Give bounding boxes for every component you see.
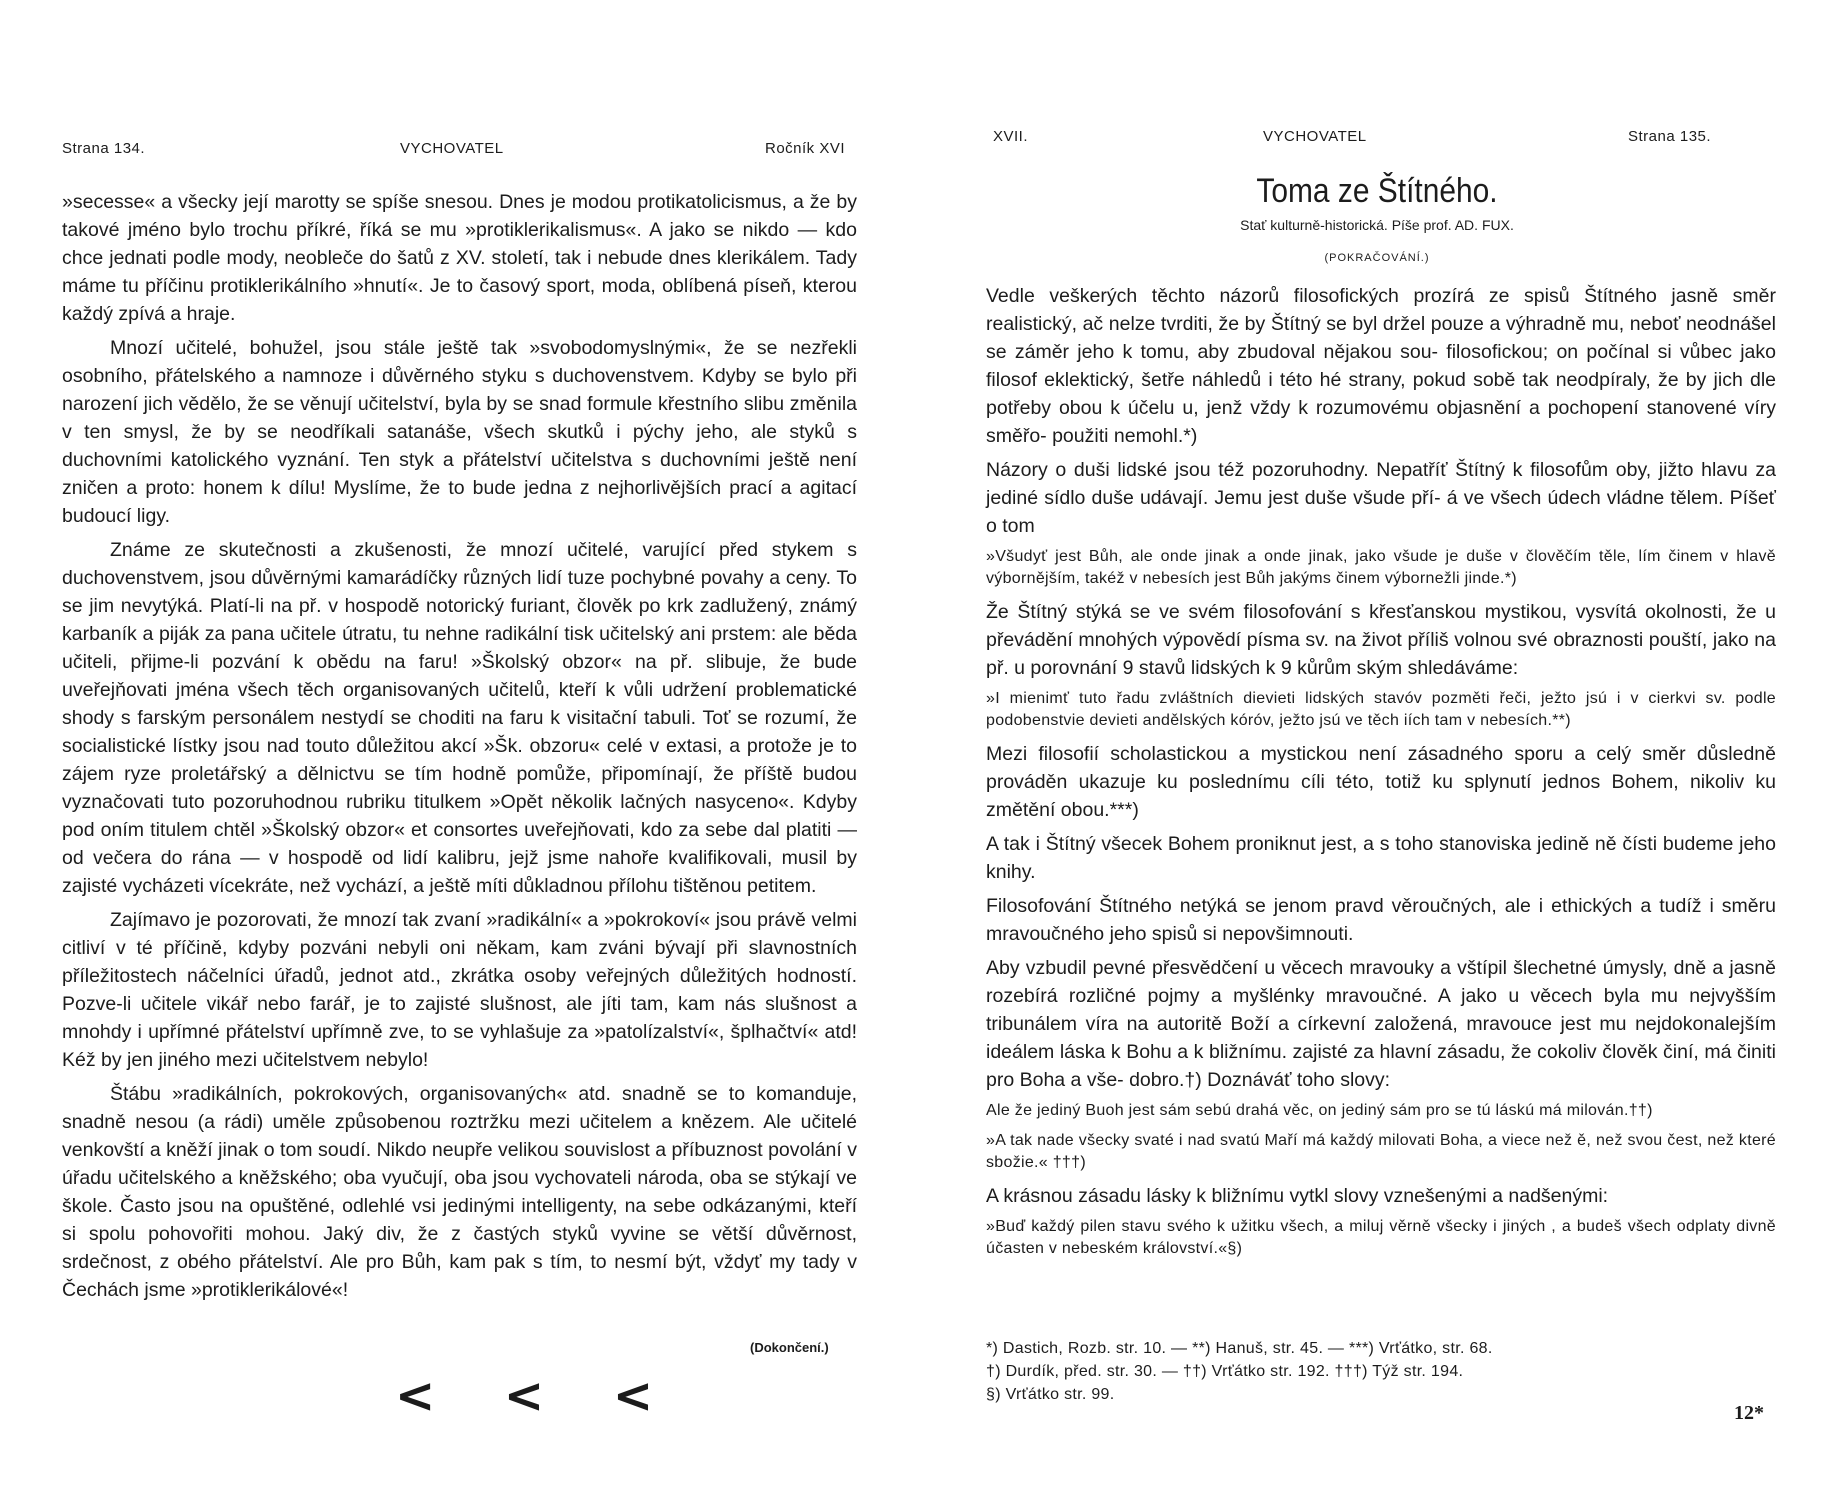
footnotes (986, 1337, 1766, 1406)
right-paragraph: Mezi filosofií scholastickou a mystickou není zásadného sporu a celý směr důsledně prováděn ukazuje ku poslednímu cíli této, totiž ku splynutí jednos Bohem, nikoliv ku změtění obou.***) (986, 743, 1776, 821)
right-paragraph: Vedle veškerých těchto názorů filosofických prozírá ze spisů Štítného jasně směr realistický, ač nelze tvrditi, že by Štítný se byl držel pouze a výhradně mu, neboť neodnášel se záměr jeho k tomu, aby zbudoval nějakou sou- filosofickou; on počínal si vůbec jako filosof eklektický, šetře náhledů i této hé strany, pokud sobě tak neodpíraly, že by jich dle potřeby obou k účelu u, jenž vždy k rozumovému objasnění a pochopení stanovené víry směřo- použiti nemohl.*) (986, 285, 1776, 447)
article-subtitle: Stať kulturně-historická. Píše prof. AD. FUX. (1240, 217, 1514, 233)
left-paragraph-4: Zajímavo je pozorovati, že mnozí tak zvaní »radikální« a »pokrokoví« jsou právě velmi citliví v té příčině, kdyby pozváni nebyli oni někam, kam zváni bývají při slavnostních příležitostech náčelníci úřadů, jednot atd., zkrátka osoby veřejných důležitých hodností. Pozve-li učitele vikář nebo farář, je to zajisté slušnost, ale jíti tam, kam nás slušnost a mnohdy i upřímné přátelství upřímně zve, to se vyhlašuje za »patolízalství«, šplhačtví« atd! Kéž by jen jiného mezi učitelstvem nebylo! (62, 909, 857, 1071)
right-quote: Ale že jediný Buoh jest sám sebú drahá věc, on jediný sám pro se tú láskú má milován.††) (986, 1102, 1653, 1119)
right-quote: »I mienimť tuto řadu zvláštních dievieti lidských stavóv pozměti řeči, ježto jsú i v cierkvi sv. podle podobenstvie devieti andělských kóróv, ježto jsú ve těch iích tam v nebesích.**) (986, 690, 1776, 729)
concluded-note: (Dokončení.) (750, 1340, 829, 1355)
footnote-line: *) Dastich, Rozb. str. 10. — **) Hanuš, str. 45. — ***) Vrťátko, str. 68. (986, 1340, 1493, 1357)
right-quote: »Buď každý pilen stavu svého k užitku všech, a miluj věrně všecky i jiných , a budeš všech odplaty divně účasten v nebeském království.«§) (986, 1218, 1776, 1257)
right-paragraph: Filosofování Štítného netýká se jenom pravd věroučných, ale i ethických a tudíž i směru mravoučného jeho spisů si nepovšimnouti. (986, 895, 1776, 945)
right-paragraph: Názory o duši lidské jsou též pozoruhodny. Nepatříť Štítný k filosofům oby, jižto hlavu za jediné sídlo duše udávají. Jemu jest duše všude pří- á ve všech údech vládne tělem. Píšeť o tom (986, 459, 1776, 537)
article-title: Toma ze Štítného. (1256, 172, 1498, 210)
right-paragraph: Že Štítný stýká se ve svém filosofování s křesťanskou mystikou, vysvítá okolnosti, že u převádění mnohých výpovědí písma sv. na život příliš volnou své obraznosti pouští, jako na př. u porovnání 9 stavů lidských k 9 kůrům ským shledáváme: (986, 601, 1776, 679)
left-paragraph-5: Štábu »radikálních, pokrokových, organisovaných« atd. snadně se to komanduje, snadně nesou (a rádi) uměle způsobenou roztržku mezi učitelem a knězem. Ale učitelé venkovští a kněží jinak o tom soudí. Nikdo neupře velikou souvislost a příbuznost povolání v úřadu učitelského a kněžského; oba vyučují, oba jsou vychovateli národa, oba se stýkají ve škole. Často jsou na opuštěné, odlehlé vsi jedinými intelligenty, na sebe odkázanými, kteří si spolu pohovořiti mohou. Jaký div, že z častých styků vyvine se větší důvěrnost, srdečnost, z obého přátelství. Ale pro Bůh, kam pak s tím, to nesmí být, vždyť my tady v Čechách jsme »protiklerikálové«! (62, 1083, 857, 1301)
left-header-volume: Ročník XVI (765, 140, 846, 157)
right-header-journal-title: VYCHOVATEL (1263, 128, 1367, 145)
right-paragraph: Aby vzbudil pevné přesvědčení u věcech mravouky a vštípil šlechetné úmysly, dně a jasně rozebírá rozličné pojmy a myšlénky mravoučné. A jako u věcech byla mu nejvyšším tribunálem víra na autoritě Boží a církevní založená, mravouce jest mu nejdokonalejším ideálem láska k Bohu a k bližnímu. zajisté za hlavní zásadu, že cokoliv člověk činí, má činiti pro Boha a vše- dobro.†) Doznáváť toho slovy: (986, 957, 1776, 1091)
footnote-line: §) Vrťátko str. 99. (986, 1386, 1115, 1403)
right-header-volume: XVII. (993, 128, 1029, 145)
continued-note: (POKRAČOVÁNÍ.) (1324, 252, 1430, 264)
right-header-page-number: Strana 135. (1628, 128, 1712, 145)
footnote-line: †) Durdík, před. str. 30. — ††) Vrťátko str. 192. †††) Týž str. 194. (986, 1363, 1464, 1380)
left-header-journal-title: VYCHOVATEL (400, 140, 504, 157)
right-quote: »A tak nade všecky svaté i nad svatú Maří má každý milovati Boha, a viece než ě, než svou čest, než které sbožie.« †††) (986, 1132, 1776, 1171)
right-paragraph: A tak i Štítný všecek Bohem proniknut jest, a s toho stanoviska jedině ně čísti budeme jeho knihy. (986, 833, 1776, 883)
right-page (918, 0, 1836, 1500)
left-paragraph-1: »secesse« a všecky její marotty se spíše snesou. Dnes je modou protikatolicismus, a že by takové jméno bylo trochu příkré, říká se mu »protiklerikalismus«. A jako se nikdo — kdo chce jednati podle mody, neobleče do šatů z XV. století, tak i nebude dnes klerikálem. Tady máme tu příčinu protiklerikálního »hnutí«. Je to časový sport, moda, oblíbená píseň, kterou každý zpívá a hraje. (62, 191, 857, 325)
left-body-text (62, 188, 857, 1310)
right-paragraph: A krásnou zásadu lásky k bližnímu vytkl slovy vznešenými a nadšenými: (986, 1185, 1609, 1207)
left-header-page-number: Strana 134. (62, 140, 146, 157)
left-paragraph-3: Známe ze skutečnosti a zkušenosti, že mnozí učitelé, varující před stykem s duchovenstvem, jsou důvěrnými kamarádíčky různých lidí tuze pochybné povahy a ceny. To se jim nevytýká. Platí-li na př. v hospodě notorický furiant, člověk po krk zadlužený, známý karbaník a piják za pana učitele útratu, tu nehne radikální tisk učitelský ani prstem: ale běda učiteli, přijme-li pozvání k obědu na faru! »Školský obzor« na př. slibuje, že bude uveřejňovati jména všech těch organisovaných učitelů, kteří k vůli udržení problematické shody s farským personálem nestydí se choditi na faru k visitační tabuli. Toť se rozumí, že socialistické lístky jsou nad touto důležitou akcí »Šk. obzoru« celé v extasi, a protože je to zájem ryze proletářský a dělnictvu se tím hodně pomůže, připomínají, že příště budou vyznačovati tuto pozoruhodnou rubriku titulkem »Opět několik lačných nasyceno«. Kdyby pod oním titulem chtěl »Školský obzor« et consortes uveřejňovati, kdo za sebe dal platiti — od večera do rána — v hospodě od lidí kalibru, jejž jsme nahoře kvalifikovali, musil by zajisté vycházeti vícekráte, než vychází, a ještě míti důkladnou přílohu tištěnou petitem. (62, 539, 857, 897)
end-ornament: < < < (395, 1368, 680, 1424)
sheet-signature-mark: 12* (1734, 1402, 1764, 1424)
left-paragraph-2: Mnozí učitelé, bohužel, jsou stále ještě tak »svobodomyslnými«, že se nezřekli osobního, přátelského a namnoze i důvěrného styku s duchovenstvem. Kdyby se bylo při narození jich vědělo, že se věnují učitelství, byla by se snad formule křestního slibu změnila v ten smysl, že by se neodříkali satanáše, všech skutků i pýchy jeho, ale styků s duchovními katolického vyznání. Ten styk a přátelství učitelstva s duchovními ještě není zničen a proto: honem k dílu! Myslíme, že to bude jedna z nejhorlivějších prací a agitací budoucí ligy. (62, 337, 857, 527)
right-body-text (986, 282, 1776, 1268)
right-quote: »Všudyť jest Bůh, ale onde jinak a onde jinak, jako všude je duše v člověčím těle, lím činem v hlavě výbornějším, takéž v nebesích jest Bůh jakýms činem výbornežli jinde.*) (986, 548, 1776, 587)
